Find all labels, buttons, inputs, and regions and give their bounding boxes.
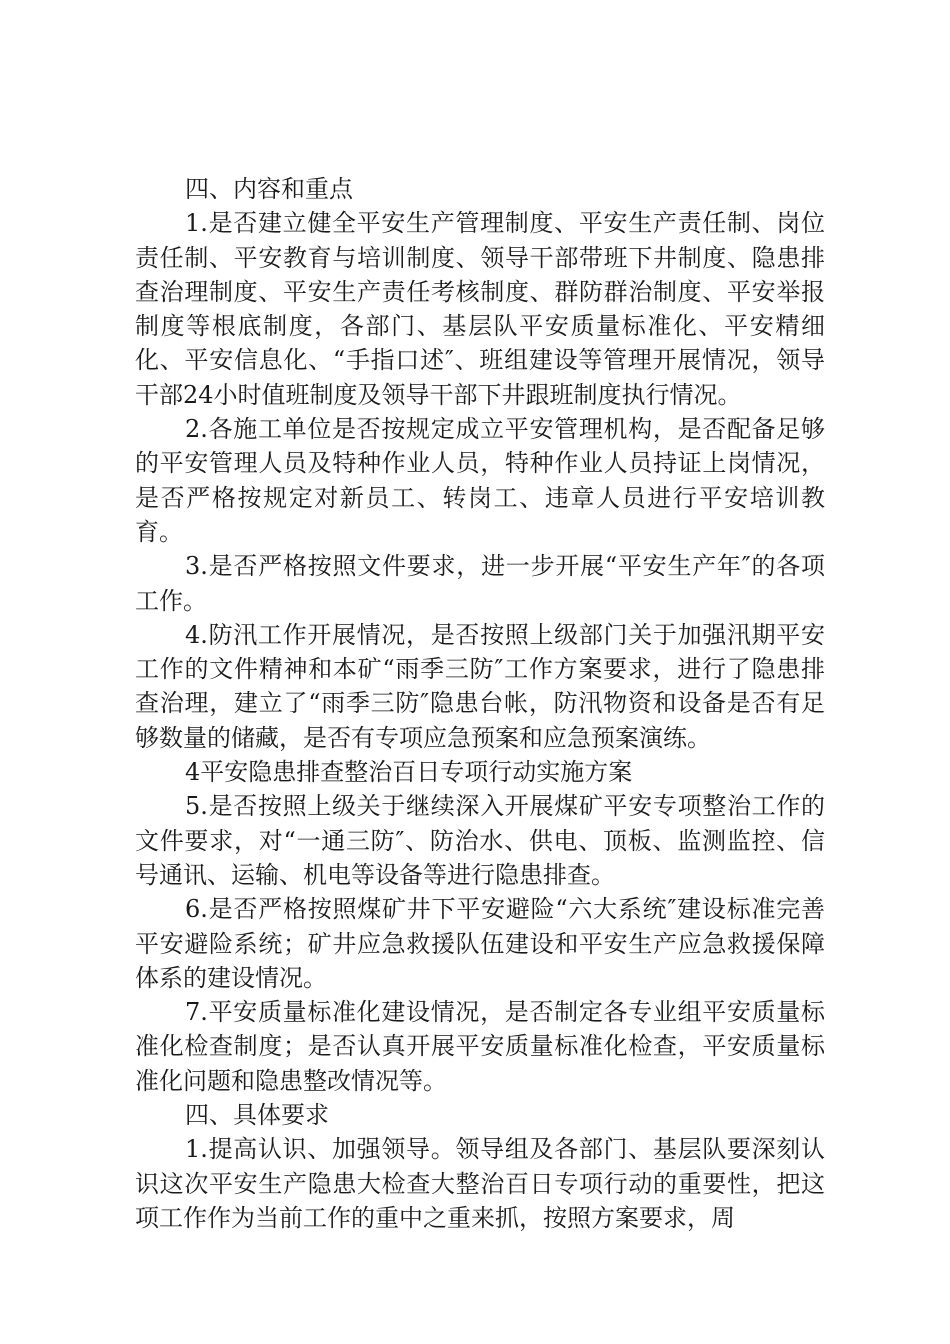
paragraph-item-3: 3.是否严格按照文件要求，进一步开展“平安生产年″的各项工作。 — [135, 552, 825, 615]
paragraph-title-line: 4平安隐患排查整治百日专项行动实施方案 — [185, 758, 633, 787]
paragraph-item-6: 6.是否严格按照煤矿井下平安避险“六大系统″建设标准完善平安避险系统；矿井应急救援队伍建设和平安生产应急救援保障体系的建设情况。 — [135, 895, 825, 992]
paragraph-item-7: 7.平安质量标准化建设情况，是否制定各专业组平安质量标准化检查制度；是否认真开展平安质量标准化检查，平安质量标准化问题和隐患整改情况等。 — [135, 998, 825, 1095]
paragraph-item-4: 4.防汛工作开展情况，是否按照上级部门关于加强汛期平安工作的文件精神和本矿“雨季三防″工作方案要求，进行了隐患排查治理，建立了“雨季三防″隐患台帐，防汛物资和设备是否有足够数量的储藏，是否有专项应急预案和应急预案演练。 — [135, 620, 825, 752]
section-heading-content: 四、内容和重点 — [185, 175, 353, 203]
section-heading-requirements: 四、具体要求 — [185, 1101, 329, 1130]
document-body — [135, 172, 825, 1235]
paragraph-item-1: 1.是否建立健全平安生产管理制度、平安生产责任制、岗位责任制、平安教育与培训制度、领导干部带班下井制度、隐患排查治理制度、平安生产责任考核制度、群防群治制度、平安举报制度等根底制度，各部门、基层队平安质量标准化、平安精细化、平安信息化、“手指口述″、班组建设等管理开展情况，领导干部24小时值班制度及领导干部下井跟班制度执行情况。 — [135, 209, 825, 409]
paragraph-requirement-1: 1.提高认识、加强领导。领导组及各部门、基层队要深刻认识这次平安生产隐患大检查大整治百日专项行动的重要性，把这项工作作为当前工作的重中之重来抓，按照方案要求，周 — [135, 1135, 825, 1232]
paragraph-item-5: 5.是否按照上级关于继续深入开展煤矿平安专项整治工作的文件要求，对“一通三防″、防治水、供电、顶板、监测监控、信号通讯、运输、机电等设备等进行隐患排查。 — [135, 792, 825, 889]
paragraph-item-2: 2.各施工单位是否按规定成立平安管理机构，是否配备足够的平安管理人员及特种作业人员，特种作业人员持证上岗情况，是否严格按规定对新员工、转岗工、违章人员进行平安培训教育。 — [135, 415, 825, 546]
